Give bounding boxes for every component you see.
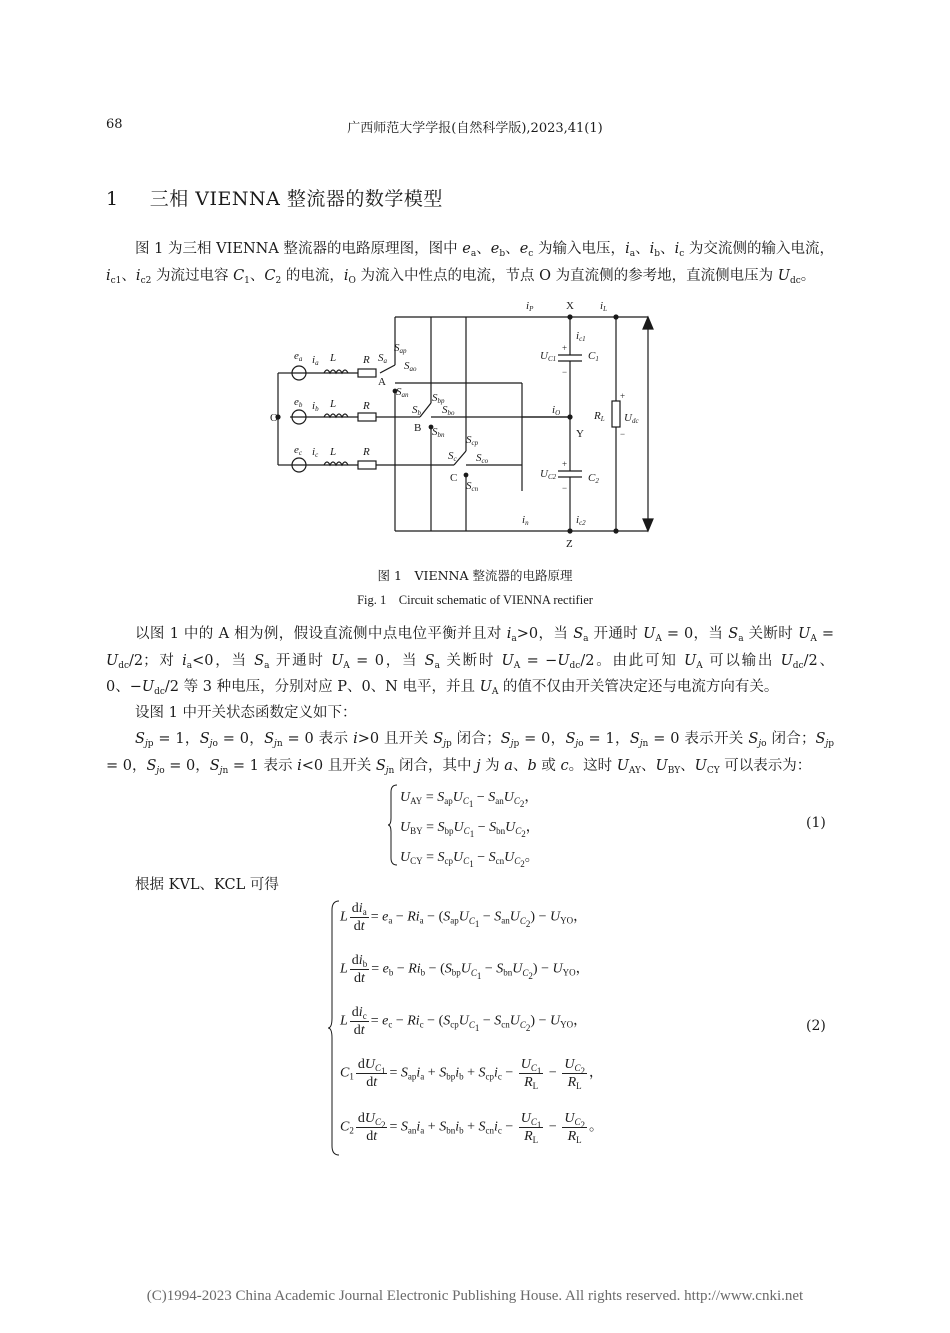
copyright-footer: (C)1994-2023 China Academic Journal Electronic Publishing House. All rights reserved. http://www.cnki.net xyxy=(146,1288,804,1304)
svg-text:Sbo: Sbo xyxy=(442,404,455,417)
svg-text:Sco: Sco xyxy=(476,452,489,465)
equation-1-number: (1) xyxy=(806,815,826,831)
svg-text:A: A xyxy=(378,376,386,388)
svg-text:RL: RL xyxy=(594,410,605,423)
svg-text:C1: C1 xyxy=(588,350,599,363)
svg-text:Sc: Sc xyxy=(448,450,457,463)
vienna-circuit-diagram xyxy=(270,295,670,555)
svg-text:Sbn: Sbn xyxy=(432,426,445,439)
svg-text:−: − xyxy=(562,483,568,493)
svg-text:ic2: ic2 xyxy=(576,514,586,527)
svg-text:ic: ic xyxy=(312,446,319,459)
brace-icon xyxy=(388,784,398,866)
svg-text:iO: iO xyxy=(552,404,561,417)
svg-text:UC2: UC2 xyxy=(540,468,557,481)
brace-icon xyxy=(328,900,340,1156)
svg-text:+: + xyxy=(620,391,626,401)
svg-text:Sa: Sa xyxy=(378,352,387,365)
svg-text:L: L xyxy=(330,352,337,364)
svg-text:L: L xyxy=(330,446,337,458)
svg-text:Udc: Udc xyxy=(624,412,639,425)
svg-text:eb: eb xyxy=(294,396,303,409)
svg-text:Sb: Sb xyxy=(412,404,421,417)
svg-text:San: San xyxy=(396,386,409,399)
svg-text:R: R xyxy=(363,400,370,412)
section-number: 1 xyxy=(106,188,119,210)
svg-text:ec: ec xyxy=(294,444,302,457)
svg-text:Z: Z xyxy=(566,538,573,550)
svg-text:+: + xyxy=(562,459,568,469)
kvl-text: 根据 KVL、KCL 可得 xyxy=(135,877,279,893)
svg-text:O: O xyxy=(270,412,278,424)
svg-text:−: − xyxy=(562,367,568,377)
svg-text:Sap: Sap xyxy=(394,342,407,355)
svg-text:Scp: Scp xyxy=(466,434,479,447)
svg-text:ia: ia xyxy=(312,354,319,367)
svg-text:−: − xyxy=(620,429,626,439)
section-title xyxy=(106,184,443,211)
svg-text:Scn: Scn xyxy=(466,480,479,493)
svg-text:ib: ib xyxy=(312,400,319,413)
svg-text:UC1: UC1 xyxy=(540,350,557,363)
svg-text:L: L xyxy=(330,398,337,410)
svg-text:Y: Y xyxy=(576,428,584,440)
svg-text:in: in xyxy=(522,514,529,527)
svg-text:C: C xyxy=(450,472,458,484)
svg-text:C2: C2 xyxy=(588,472,599,485)
equation-1: $U_{AY} = S_{ap}U_{C_1} - S_{an}U_{C_2}$， $U_{BY} = S_{bp}U_{C_1} - S_{bn}U_{C_2}$， $U_{CY} = S_{cp}U_{C_1} - S_{cn}U_{C_2}$。 xyxy=(388,780,588,870)
svg-text:X: X xyxy=(566,300,574,312)
switch-def-paragraph: $S_{jp} = 1$，$S_{jo} = 0$，$S_{jn} = 0$ 表示 i>0 且开关 $S_{jp}$ 闭合；$S_{jp} = 0$，$S_{jo} = 1$，$S_{jn} = 0$ 表示开关 $S_{jo}$ 闭合；$S_{jp} = 0$，$S_{jo} = 0$，$S_{jn} = 1$ 表示 i<0 且开关 $S_{jn}$ 闭合，其中 j 为 a、b 或 c。这时 $U_{AY}$、$U_{BY}$、$U_{CY}$ 可以表示为： xyxy=(106,731,835,776)
figure-caption-en: Fig. 1 Circuit schematic of VIENNA rectifier xyxy=(357,593,593,607)
svg-text:Sao: Sao xyxy=(404,360,417,373)
phase-a-paragraph: 以图 1 中的 A 相为例，假设直流侧中点电位平衡并且对 $i_a>0$，当 $S_a$ 开通时 $U_A = 0$，当 $S_a$ 关断时 $U_A = U_{dc}/2$；对 $i_a<0$，当 $S_a$ 开通时 $U_A = 0$，当 $S_a$ 关断时 $U_A = -U_{dc}/2$。由此可知 $U_A$ 可以输出 $U_{dc}/2$、0、$-U_{dc}/2$ 等 3 种电压，分别对应 P、0、N 电平，并且 $U_A$ 的值不仅由开关管决定还与电流方向有关。 xyxy=(106,626,835,697)
section-title-text: 三相 VIENNA 整流器的数学模型 xyxy=(149,188,443,210)
intro-paragraph: 图 1 为三相 VIENNA 整流器的电路原理图，图中 $e_a$、$e_b$、$e_c$ 为输入电压，$i_a$、$i_b$、$i_c$ 为交流侧的输入电流，$i_{c1}$、$i_{c2}$ 为流过电容 $C_1$、$C_2$ 的电流，$i_O$ 为流入中性点的电流，节点 O 为直流侧的参考地，直流侧电压为 $U_{dc}$。 xyxy=(106,241,835,286)
switch-def-intro: 设图 1 中开关状态函数定义如下： xyxy=(135,705,357,721)
equation-2-number: (2) xyxy=(806,1018,826,1034)
svg-text:R: R xyxy=(363,354,370,366)
journal-header: 广西师范大学学报(自然科学版),2023,41(1) xyxy=(347,121,603,136)
svg-text:ea: ea xyxy=(294,350,303,363)
figure-caption-cn: 图 1 VIENNA 整流器的电路原理 xyxy=(377,568,573,583)
svg-text:iL: iL xyxy=(600,300,607,313)
svg-text:Sbp: Sbp xyxy=(432,392,445,405)
equation-2: L $\frac{di_a}{dt}$ = $e_a - Ri_a - (S_{ap}U_{C_1} - S_{an}U_{C_2}) - U_{YO}$， L $\frac{di_b}{dt}$ = $e_b - Ri_b - (S_{bp}U_{C_1} - S_{bn}U_{C_2}) - U_{YO}$， L $\frac{di_c}{dt}$ = $e_c - Ri_c - (S_{cp}U_{C_1} - S_{cn}U_{C_2}) - U_{YO}$， $C_1$ $\frac{dU_{C_1}}{dt}$ = $S_{ap}i_a + S_{bp}i_b + S_{cp}i_c$ − $\frac{U_{C_1}}{R_L}$ − $\frac{U_{C_2}}{R_L}$ ， $C_2$ $\frac{dU_{C_2}}{dt}$ = $S_{an}i_a + S_{bn}i_b + S_{cn}i_c$ − $\frac{U_{C_1}}{R_L}$ − $\frac{U_{C_2}}{R_L}$ 。 xyxy=(328,898,648,1160)
svg-text:+: + xyxy=(562,343,568,353)
svg-text:ic1: ic1 xyxy=(576,330,586,343)
svg-text:iP: iP xyxy=(526,300,534,313)
page-number: 68 xyxy=(106,117,123,132)
svg-text:B: B xyxy=(414,422,422,434)
svg-text:R: R xyxy=(363,446,370,458)
